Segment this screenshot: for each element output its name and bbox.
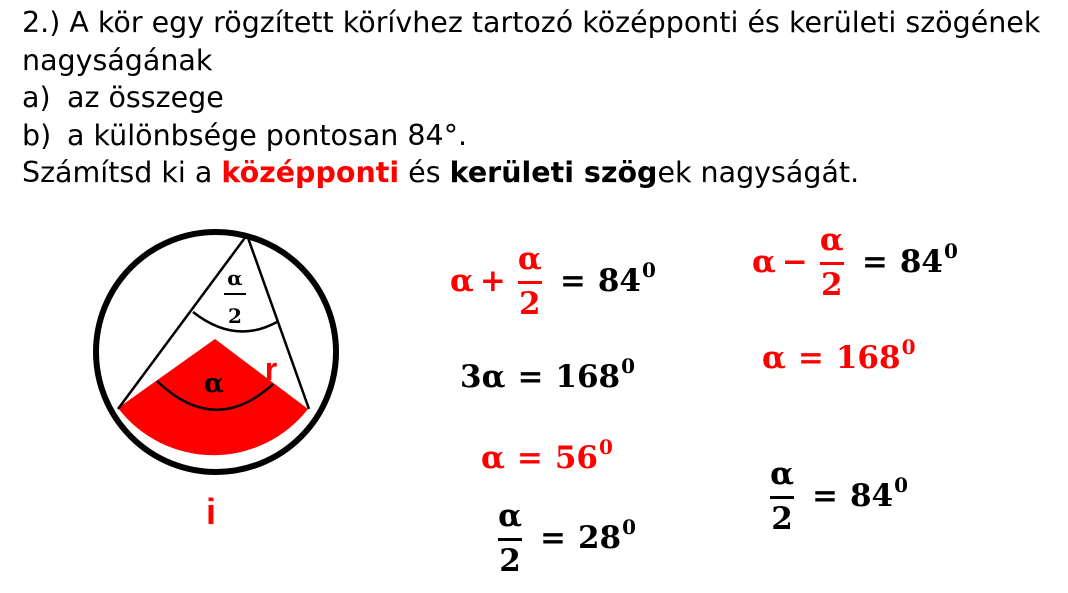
half-alpha-numerator: α [227,266,243,290]
alpha168-value: 168 [835,340,901,376]
half84-numerator: α [770,456,794,492]
diff-value: 84 [899,244,943,281]
triple-lhs: 3α [460,359,506,395]
problem-intro-line-1: 2.) A kör egy rögzített körívhez tartozó középponti és kerületi szögének [22,6,1041,39]
sum-fraction-denominator: 2 [519,285,541,322]
formula-sum-equation [450,241,656,322]
half28-numerator: α [498,498,522,534]
alpha168-degree-exponent: 0 [901,334,916,359]
item-a-label: a) [22,81,51,114]
half-alpha-denominator: 2 [228,304,242,328]
alpha56-equals: = [516,440,543,476]
diff-fraction-bar [820,262,844,265]
item-b-text: a különbsége pontosan 84°. [67,118,468,152]
triple-degree-exponent: 0 [621,353,636,378]
formula-alpha-168 [762,334,916,376]
sum-half-alpha-fraction [517,241,542,322]
diff-minus: − [781,244,808,281]
half28-fraction [498,498,522,579]
half28-equals: = [540,520,566,557]
task-inscribed-angle: kerületi szög [449,156,658,189]
half84-fraction [770,456,794,537]
diff-fraction-denominator: 2 [821,266,843,303]
half84-denominator: 2 [771,500,793,537]
sum-plus: + [479,263,506,300]
diff-fraction-numerator: α [819,222,844,258]
sum-fraction-bar [518,281,542,284]
sum-equals: = [559,263,586,300]
task-mid: és [399,156,450,189]
half28-denominator: 2 [499,542,521,579]
sum-degree-exponent: 0 [641,257,656,282]
diff-alpha: α [752,244,776,281]
alpha56-value: 56 [554,440,598,476]
alpha56-lhs: α [481,440,505,476]
task-suffix: ek nagyságát. [657,156,860,189]
diff-equals: = [861,244,888,281]
triple-equals: = [517,359,544,395]
task-central-angle: középponti [221,156,400,189]
formula-difference-equation [752,222,958,303]
alpha168-equals: = [797,340,824,376]
half84-fraction-bar [770,496,794,499]
diff-half-alpha-fraction [819,222,844,303]
half28-fraction-bar [498,538,522,541]
alpha-label: α [203,369,225,399]
formula-half-alpha-28 [492,498,637,579]
problem-intro-line-2: nagyságának [22,43,213,77]
sum-alpha: α [450,263,474,300]
half28-degree-exponent: 0 [622,514,637,539]
sum-value: 84 [597,263,641,300]
item-b-label: b) [22,118,52,152]
alpha56-degree-exponent: 0 [598,434,613,459]
radius-label: r [264,351,278,387]
formula-half-alpha-84 [764,456,909,537]
arc-label: i [205,491,217,532]
half84-equals: = [812,478,838,515]
half84-value: 84 [849,478,894,515]
formula-triple-equation [460,353,636,395]
item-a-text: az összege [67,81,224,114]
half84-degree-exponent: 0 [894,472,909,497]
triple-value: 168 [555,359,621,395]
diff-degree-exponent: 0 [943,238,958,263]
alpha168-lhs: α [762,340,786,376]
sum-fraction-numerator: α [517,241,542,277]
half28-value: 28 [577,520,622,557]
formula-alpha-56 [481,434,613,476]
task-prefix: Számítsd ki a [22,156,222,189]
